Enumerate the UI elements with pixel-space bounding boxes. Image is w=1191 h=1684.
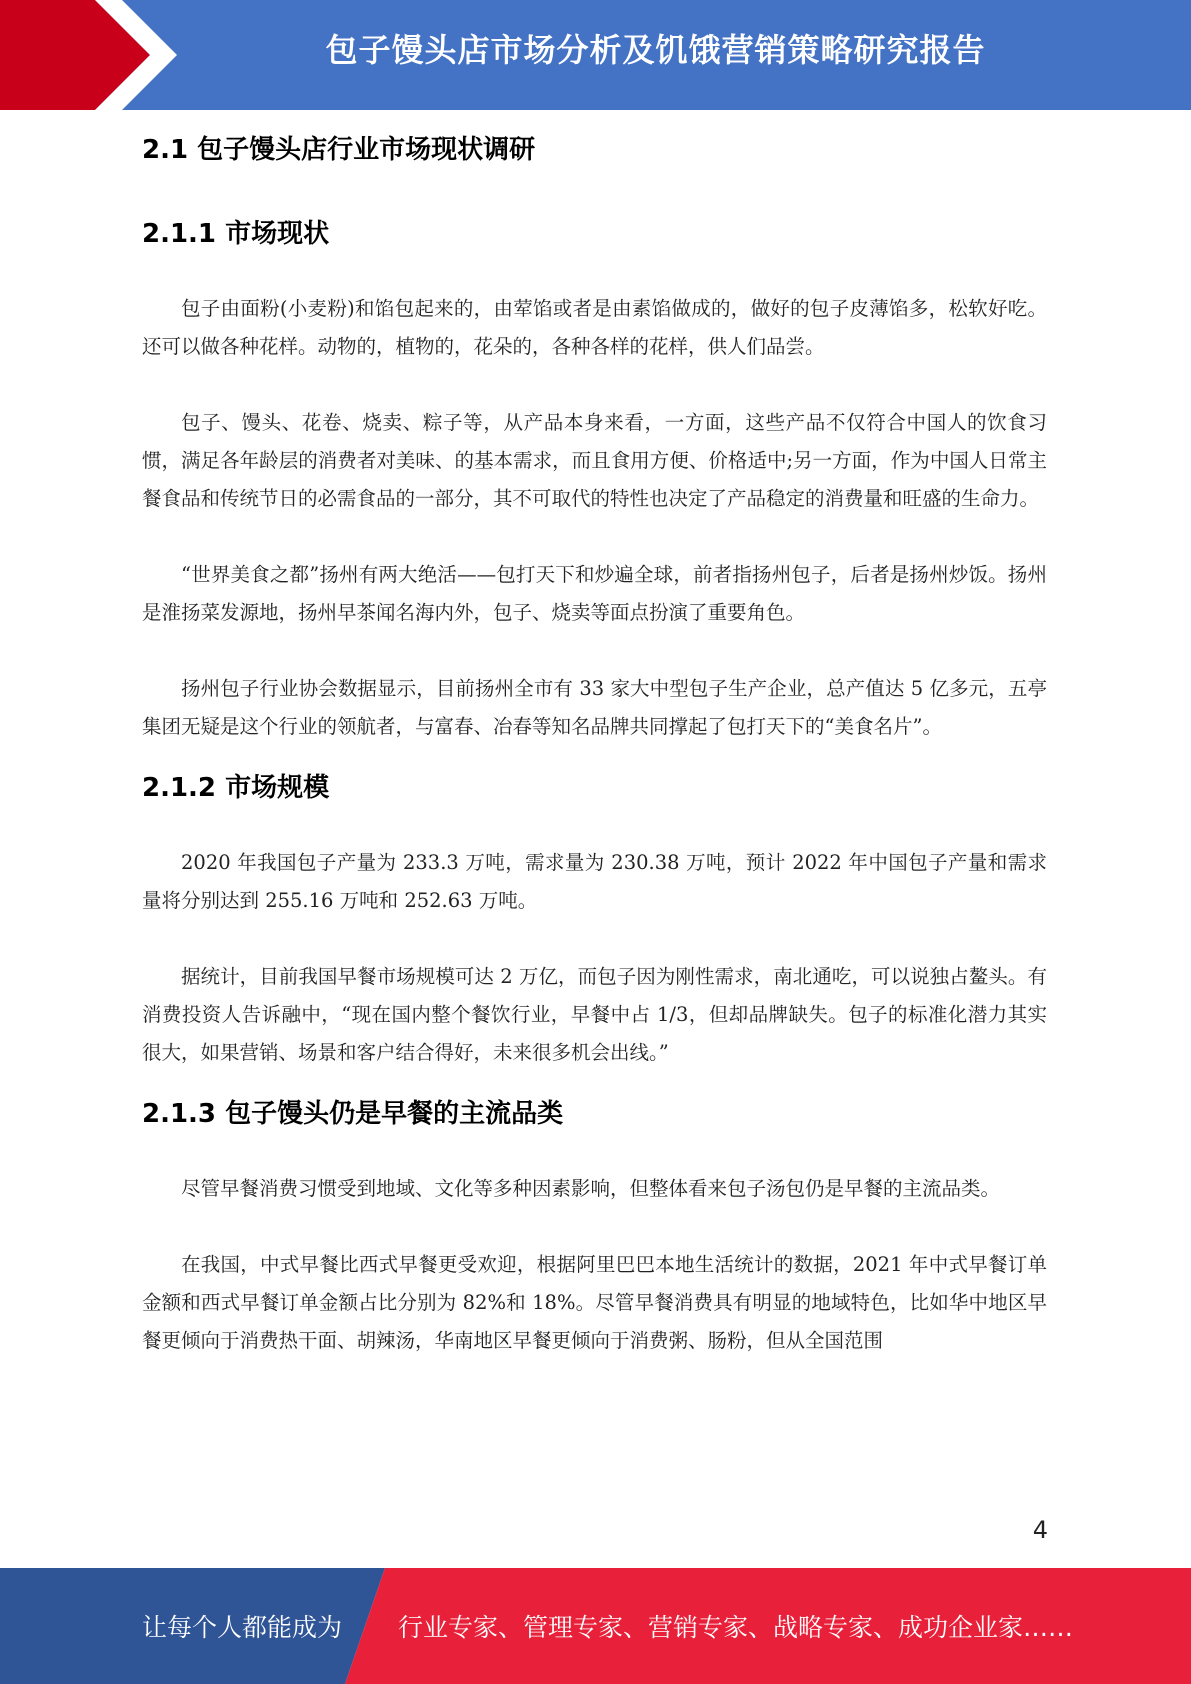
paragraph: 尽管早餐消费习惯受到地域、文化等多种因素影响，但整体看来包子汤包仍是早餐的主流品类。: [181, 1177, 1001, 1200]
section-heading-2-1-2: 2.1.2 市场规模: [142, 773, 330, 803]
paragraph: 包子、馒头、花卷、烧卖、粽子等，从产品本身来看，一方面，这些产品不仅符合中国人的饮食习惯，满足各年龄层的消费者对美味、的基本需求，而且食用方便、价格适中;另一方面，作为中国人日常主餐食品和传统节日的必需食品的一部分，其不可取代的特性也决定了产品稳定的消费量和旺盛的生命力。: [142, 411, 1047, 510]
footer-slogan-left: 让每个人都能成为: [142, 1613, 343, 1642]
paragraph: 包子由面粉(小麦粉)和馅包起来的，由荤馅或者是由素馅做成的，做好的包子皮薄馅多，松软好吃。还可以做各种花样。动物的，植物的，花朵的，各种各样的花样，供人们品尝。: [142, 297, 1047, 358]
header-banner: [0, 0, 1191, 110]
footer-slogan-right: 行业专家、管理专家、营销专家、战略专家、成功企业家……: [398, 1613, 1074, 1642]
paragraph: 扬州包子行业协会数据显示，目前扬州全市有 33 家大中型包子生产企业，总产值达 5 亿多元，五亭集团无疑是这个行业的领航者，与富春、冶春等知名品牌共同撑起了包打天下的“美食名片”。: [142, 677, 1047, 738]
paragraph: “世界美食之都”扬州有两大绝活——包打天下和炒遍全球，前者指扬州包子，后者是扬州炒饭。扬州是淮扬菜发源地，扬州早茶闻名海内外，包子、烧卖等面点扮演了重要角色。: [142, 563, 1047, 624]
section-heading-2-1-3: 2.1.3 包子馒头仍是早餐的主流品类: [142, 1099, 564, 1129]
report-title: 包子馒头店市场分析及饥饿营销策略研究报告: [325, 31, 986, 69]
page-number: 4: [1032, 1516, 1048, 1544]
section-heading-2-1-1: 2.1.1 市场现状: [142, 219, 330, 249]
paragraph: 在我国，中式早餐比西式早餐更受欢迎，根据阿里巴巴本地生活统计的数据，2021 年中式早餐订单金额和西式早餐订单金额占比分别为 82%和 18%。尽管早餐消费具有明显的地域特色，比如华中地区早餐更倾向于消费热干面、胡辣汤，华南地区早餐更倾向于消费粥、肠粉，但从全国范围: [142, 1253, 1047, 1352]
footer-banner: [0, 1568, 1191, 1684]
paragraph: 据统计，目前我国早餐市场规模可达 2 万亿，而包子因为刚性需求，南北通吃，可以说独占鳌头。有消费投资人告诉融中，“现在国内整个餐饮行业，早餐中占 1/3，但却品牌缺失。包子的标准化潜力其实很大，如果营销、场景和客户结合得好，未来很多机会出线。”: [142, 965, 1047, 1064]
document-body: [142, 120, 1047, 1360]
header-arrow-decoration: [0, 0, 200, 110]
paragraph: 2020 年我国包子产量为 233.3 万吨，需求量为 230.38 万吨，预计 2022 年中国包子产量和需求量将分别达到 255.16 万吨和 252.63 万吨。: [142, 851, 1047, 912]
section-heading-2-1: 2.1 包子馒头店行业市场现状调研: [142, 135, 536, 165]
